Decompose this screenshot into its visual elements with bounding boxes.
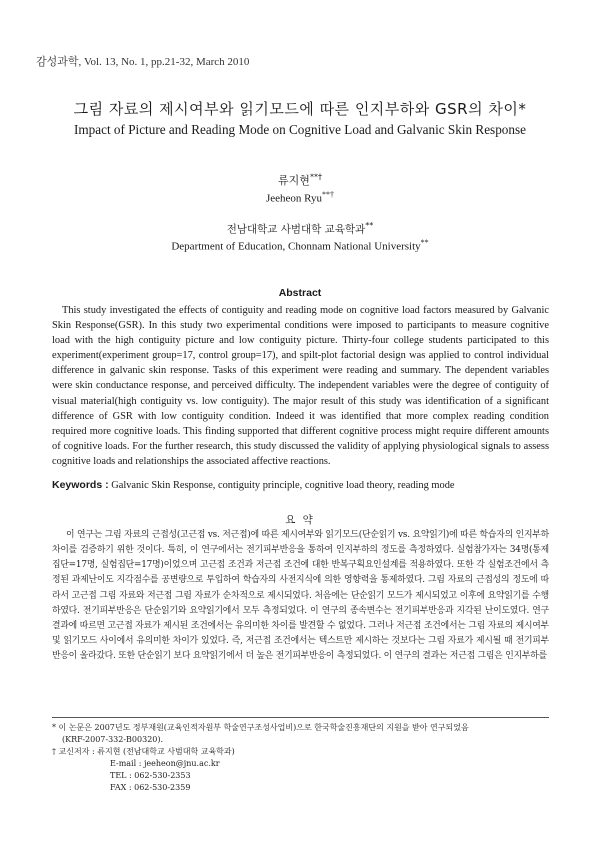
footnote-funding-cont: (KRF-2007-332-B00320). bbox=[62, 735, 164, 744]
author-english-mark: **† bbox=[322, 190, 335, 199]
summary-body: 이 연구는 그림 자료의 근접성(고근접 vs. 저근접)에 따른 제시여부와 읽기모드(단순읽기 vs. 요약읽기)에 따른 학습자의 인지부하 차이를 검증하기 위한 것이다. 특히, 이 연구에서는 전기피부반응을 통하여 인지부하의 정도를 측정하였다. 실험참가자는 34명(통제집단=17명, 실험집단=17명)이었으며 고근접 조건과 저근접 조건에 대한 반복구획요인설계를 적용하였다. 또한 각 실험조건에서 측정된 과제난이도 지각점수를 공변량으로 투입하여 학습자의 사전지식에 의한 영향력을 통제하였다. 그림 자료의 근접성의 정도에 따라서 고근접 그림 자료와 저근접 그림 자료가 순차적으로 제시되었다. 처음에는 단순읽기 모드가 제시되었고 이후에 요약읽기를 수행하였다. 전기피부반응은 단순읽기와 요약읽기에서 모두 측정되었다. 이 연구의 종속변수는 전기피부반응과 지각된 난이도였다. 연구결과에 따르면 고근접 자료가 제시된 조건에서는 유의미한 차이를 발견할 수 없었다. 그러나 저근접 조건에서는 그림 자료의 제시여부 및 읽기모드 사이에서 유의미한 차이가 있었다. 즉, 저근접 조건에서는 텍스트만 제시하는 것보다는 그림 자료가 제시될 때 전기피부반응이 올라갔다. 또한 단순읽기 보다 요약읽기에서 더 높은 전기피부반응이 측정되었다. 이 연구의 결과는 저근접 그림은 인지부하를 bbox=[52, 530, 549, 662]
journal-header: 감성과학, Vol. 13, No. 1, pp.21-32, March 2010 bbox=[36, 56, 250, 68]
footnote-email: E-mail : jeeheon@jnu.ac.kr bbox=[110, 759, 220, 768]
affiliation-korean-mark: ** bbox=[365, 221, 374, 230]
footnote-divider bbox=[52, 717, 549, 718]
footnotes bbox=[52, 722, 552, 794]
footnote-fax: FAX : 062-530-2359 bbox=[110, 783, 191, 792]
author-korean-mark: **† bbox=[309, 172, 322, 182]
footnote-funding: * 이 논문은 2007년도 정부재원(교육인적자원부 학술연구조성사업비)으로 한국학술진흥재단의 지원을 받아 연구되었음 bbox=[52, 723, 469, 732]
footnote-tel: TEL : 062-530-2353 bbox=[110, 771, 191, 780]
title-english: Impact of Picture and Reading Mode on Cognitive Load and Galvanic Skin Response bbox=[74, 122, 526, 137]
keywords-text: Galvanic Skin Response, contiguity principle, cognitive load theory, reading mode bbox=[111, 480, 455, 491]
affiliation-english-text: Department of Education, Chonnam National University bbox=[171, 240, 421, 253]
affiliation-korean bbox=[0, 221, 600, 237]
author-english bbox=[0, 190, 600, 205]
abstract-body: This study investigated the effects of contiguity and reading mode on cognitive load factors measured by Galvanic Skin Response(GSR). In this study two experimental conditions were imposed to participants to measure cognitive load with the high contiguity picture and low contiguity picture. Thirty-four college students participated to this experiment(experiment group=17, control group=17), and spilt-plot factorial design was applied to control individual difference in galvanic skin response. Tasks of this experiment were reading and summary. The dependent variables were skin conductance response, and perceived difficulty. The independent variables were the degree of contiguity of visual material(high contiguity vs. low contiguity). The major result of this study was identification of a significant difference of GSR with low contiguity condition. Indeed it was identified that more complex reading condition required more cognitive loads. This finding supported that different cognitive process might require different amounts of cognitive loads. For the further research, this study discussed the validity of applying physiological signals to assess cognitive loads and relationships the associated affective reactions. bbox=[52, 305, 549, 467]
affiliation-english-mark: ** bbox=[420, 238, 429, 247]
affiliation-korean-text: 전남대학교 사범대학 교육학과 bbox=[226, 223, 366, 236]
keywords-line bbox=[52, 479, 549, 491]
affiliation-english bbox=[0, 238, 600, 253]
author-english-name: Jeeheon Ryu bbox=[265, 192, 323, 205]
keywords-label: Keywords : bbox=[52, 479, 109, 491]
title-korean: 그림 자료의 제시여부와 읽기모드에 따른 인지부하와 GSR의 차이* bbox=[73, 100, 527, 118]
author-korean-name: 류지현 bbox=[278, 174, 310, 187]
author-korean bbox=[0, 172, 600, 188]
abstract-heading: Abstract bbox=[278, 287, 322, 299]
footnote-corresponding-author: † 교신저자 : 류지현 (전남대학교 사범대학 교육학과) bbox=[52, 747, 235, 756]
summary-heading: 요 약 bbox=[285, 514, 315, 526]
